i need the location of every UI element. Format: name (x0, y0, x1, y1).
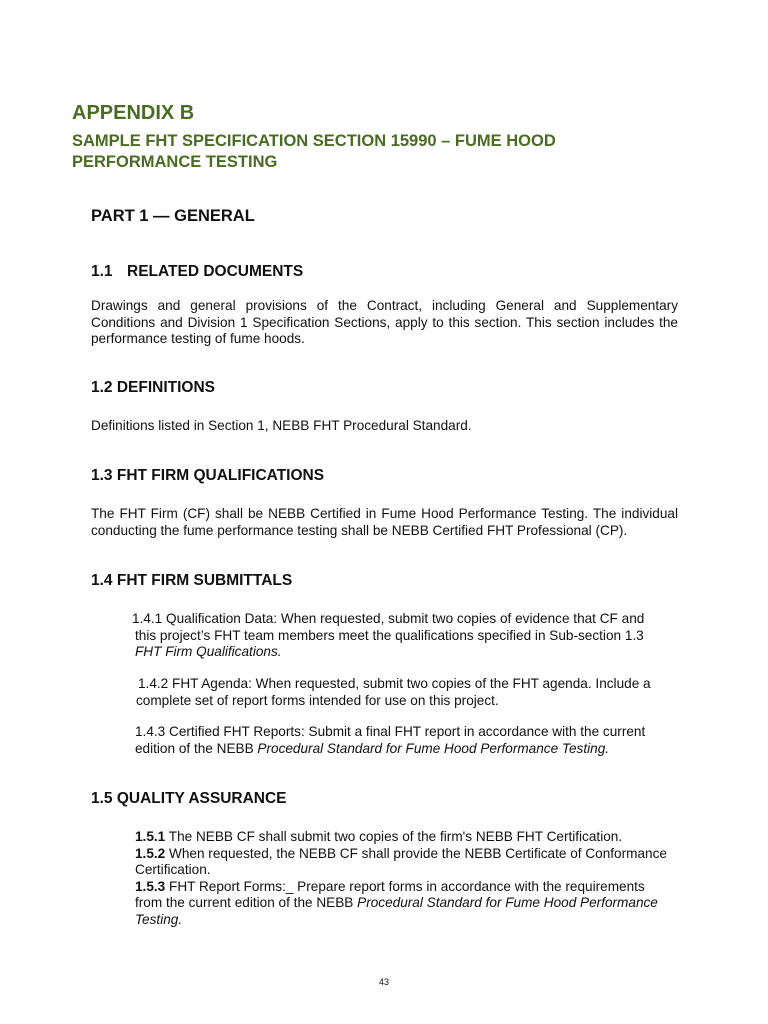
qa-item-line (135, 846, 680, 863)
firm-qualifications-paragraph (91, 506, 678, 539)
item-italic-text: Procedural Standard for Fume Hood Performance Testing. (257, 740, 610, 756)
submittal-item-qualification-data (132, 611, 677, 661)
appendix-subtitle-line: PERFORMANCE TESTING (72, 153, 278, 171)
submittal-item-certified-reports (135, 724, 680, 757)
qa-item-italic-text: Testing. (135, 911, 183, 927)
item-line: 1.4.3 Certified FHT Reports: Submit a final FHT report in accordance with the current (135, 724, 646, 739)
qa-item-number: 1.5.1 (135, 829, 166, 844)
section-heading-related-documents (91, 263, 303, 281)
paragraph-line: Drawings and general provisions of the Contract, including General and Supplementary (91, 298, 678, 313)
item-line: 1.4.2 FHT Agenda: When requested, submit two copies of the FHT agenda. Include a (138, 676, 651, 691)
part-heading: PART 1 — GENERAL (91, 207, 255, 225)
related-documents-paragraph (91, 298, 678, 348)
qa-item-line (135, 879, 680, 896)
item-line: complete set of report forms intended for use on this project. (136, 692, 499, 708)
item-line: this project’s FHT team members meet the qualifications specified in Sub-section 1.3 (135, 627, 644, 643)
section-heading-firm-submittals: 1.4 FHT FIRM SUBMITTALS (91, 572, 293, 589)
qa-item-number: 1.5.3 (135, 878, 166, 894)
quality-assurance-items (135, 829, 680, 928)
submittal-item-fht-agenda (138, 676, 683, 709)
item-line: 1.4.1 Qualification Data: When requested, submit two copies of evidence that CF and (132, 611, 645, 626)
item-text: edition of the NEBB (135, 740, 258, 756)
section-number: 1.1 (91, 263, 113, 280)
paragraph-line: Conditions and Division 1 Specification Sections, apply to this section. This section includes the (91, 314, 678, 330)
item-line (135, 741, 680, 758)
qa-item-line (135, 912, 680, 929)
paragraph-line: Definitions listed in Section 1, NEBB FHT Procedural Standard. (91, 418, 472, 433)
paragraph-line: performance testing of fume hoods. (91, 331, 305, 346)
qa-item-line (135, 829, 680, 846)
qa-item-line (135, 895, 680, 912)
qa-item-text: The NEBB CF shall submit two copies of the firm's NEBB FHT Certification. (165, 829, 623, 844)
section-heading-firm-qualifications: 1.3 FHT FIRM QUALIFICATIONS (91, 467, 325, 484)
qa-item-number: 1.5.2 (135, 845, 166, 861)
paragraph-line: conducting the fume performance testing shall be NEBB Certified FHT Professional (CP). (91, 522, 628, 538)
qa-item-text: When requested, the NEBB CF shall provide the NEBB Certificate of Conformance (165, 845, 667, 861)
appendix-title: APPENDIX B (72, 102, 195, 124)
qa-item-text: from the current edition of the NEBB (135, 895, 358, 910)
qa-item-italic-text: Procedural Standard for Fume Hood Performance (357, 895, 658, 910)
item-italic-text: FHT Firm Qualifications. (135, 644, 282, 659)
section-title: RELATED DOCUMENTS (127, 263, 304, 280)
appendix-subtitle-line: SAMPLE FHT SPECIFICATION SECTION 15990 – FUME HOOD (72, 132, 556, 150)
item-line (132, 644, 677, 661)
definitions-paragraph (91, 418, 678, 435)
page-number: 43 (378, 977, 389, 987)
qa-item-text: FHT Report Forms:_ Prepare report forms in accordance with the requirements (165, 878, 645, 894)
section-heading-definitions: 1.2 DEFINITIONS (91, 379, 216, 396)
qa-item-line: Certification. (135, 862, 211, 877)
paragraph-line: The FHT Firm (CF) shall be NEBB Certified in Fume Hood Performance Testing. The individual (91, 506, 678, 521)
section-heading-quality-assurance: 1.5 QUALITY ASSURANCE (91, 790, 287, 807)
appendix-subtitle (72, 131, 672, 173)
